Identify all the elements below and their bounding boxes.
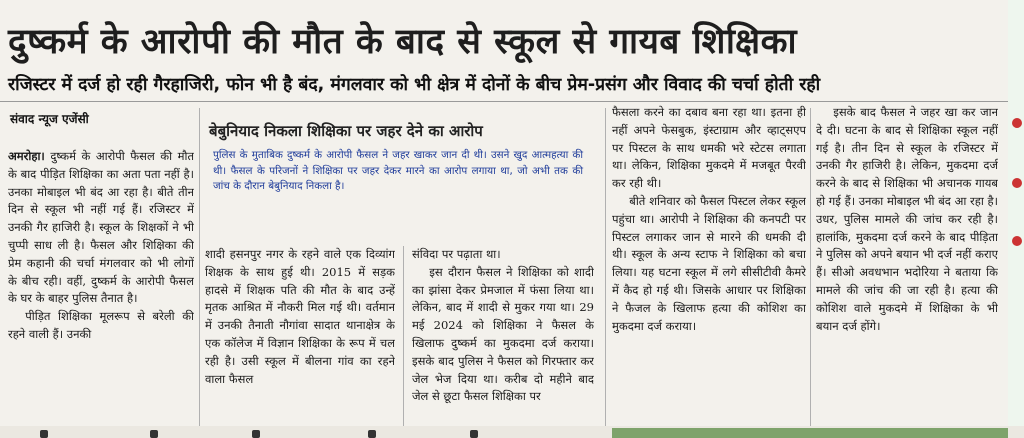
box-body: पुलिस के मुताबिक दुष्कर्म के आरोपी फैसल ने जहर खाकर जान दी थी। उसने खुद आत्महत्या की थी। फैसल के परिजनों ने शिक्षिका पर जहर देकर मारने का आरोप लगाया था, जो अभी तक की जांच के दौरान बेबुनियाद निकला है।: [213, 149, 583, 192]
dateline: अमरोहा।: [8, 149, 45, 163]
next-headline-fragment: [150, 430, 158, 438]
paragraph-text: दुष्कर्म के आरोपी फैसल की मौत के बाद पीड़ित शिक्षिका का अता पता नहीं है। उनका मोबाइल भी बंद आ रहा है। बीते तीन दिन से स्कूल भी नहीं गई हैं। रजिस्टर में उनकी गैर हाजिरी है। स्कूल के शिक्षकों ने भी चुप्पी साध ली है। फैसल और शिक्षिका की प्रेम कहानी की चर्चा मंगलवार को भी लोगों के बीच रही। वहीं, दुष्कर्म के आरोपी फैसल के घर के बाहर पुलिस तैनात है।: [8, 149, 194, 306]
subheadline: रजिस्टर में दर्ज हो रही गैरहाजिरी, फोन भी है बंद, मंगलवार को भी क्षेत्र में दोनों के बीच प्रेम-प्रसंग और विवाद की चर्चा होती रही: [8, 75, 821, 95]
paragraph: शादी हसनपुर नगर के रहने वाले एक दिव्यांग शिक्षक के साथ हुई थी। 2015 में सड़क हादसे में शिक्षक पति की मौत के बाद उन्हें मृतक आश्रित में नौकरी मिल गई थी। वर्तमान में उनकी तैनाती नौगांवा सादात थानाक्षेत्र के एक कॉलेज में विज्ञान शिक्षिका के रूप में चल रही है। उसी स्कूल में बीलना गांव का रहने वाला फैसल: [205, 247, 395, 386]
article-column-3: [412, 246, 594, 426]
byline: संवाद न्यूज एजेंसी: [10, 112, 89, 126]
article-column-5: [816, 104, 998, 426]
paragraph: बीते शनिवार को फैसल पिस्टल लेकर स्कूल पहुंचा था। आरोपी ने शिक्षिका की कनपटी पर पिस्टल लगाकर जान से मारने की धमकी दी थी। स्कूल के अन्य स्टाफ ने शिक्षिका को बचा लिया। यह घटना स्कूल में लगे सीसीटीवी कैमरे में कैद हो गई थी। जिसके आधार पर शिक्षिका ने फैजल के खिलाफ हत्या की कोशिश का मुकदमा दर्ज कराया।: [612, 193, 806, 333]
paragraph: [8, 148, 194, 308]
paragraph: पीड़ित शिक्षिका मूलरूप से बरेली की रहने वाली हैं। उनकी: [8, 309, 194, 341]
article-column-2: [205, 246, 395, 426]
box-title: बेबुनियाद निकला शिक्षिका पर जहर देने का आरोप: [209, 122, 483, 140]
column-divider: [403, 246, 404, 426]
paragraph: इसके बाद फैसल ने जहर खा कर जान दे दी। घटना के बाद से शिक्षिका स्कूल नहीं गई है। तीन दिन से स्कूल के रजिस्टर में उनकी गैर हाजिरी है। लेकिन, मुकदमा दर्ज करने के बाद से शिक्षिका भी अचानक गायब हो गई हैं। उनका मोबाइल भी बंद आ रहा है। उधर, पुलिस मामले की जांच कर रही है। हालांकि, मुकदमा दर्ज करने के बाद पीड़िता ने पुलिस को अपने बयान भी दर्ज नहीं कराए हैं। सीओ अवधभान भदोरिया ने बताया कि मामले की जांच की जा रही है। हत्या की कोशिश वाले मुकदमे में शिक्षिका के भी बयान दर्ज होंगे।: [816, 105, 998, 333]
headline-rule: [0, 101, 1008, 102]
column-divider: [605, 108, 606, 426]
next-headline-fragment: [368, 430, 376, 438]
adjacent-red-mark: [1012, 178, 1022, 188]
paragraph: फैसला करने का दबाव बना रहा था। इतना ही नहीं अपने फेसबुक, इंस्टाग्राम और व्हाट्सएप पर पिस्टल के साथ धमकी भरे स्टेटस लगाता था। लेकिन, शिक्षिका मुकदमे में मजबूत पैरवी कर रही थी।: [612, 105, 806, 191]
column-divider: [810, 108, 811, 426]
headline: दुष्कर्म के आरोपी की मौत के बाद से स्कूल से गायब शिक्षिका: [8, 22, 798, 62]
next-headline-fragment: [40, 430, 48, 438]
adjacent-red-mark: [1012, 118, 1022, 128]
highlight-box: [203, 120, 599, 240]
column-divider: [199, 108, 200, 426]
article-column-1: [8, 148, 194, 426]
adjacent-red-mark: [1012, 236, 1022, 246]
article-column-4: [612, 104, 806, 426]
next-headline-fragment: [252, 430, 260, 438]
paragraph: इस दौरान फैसल ने शिक्षिका को शादी का झांसा देकर प्रेमजाल में फंसा लिया था। लेकिन, बाद में शादी से मुकर गया था। 29 मई 2024 को शिक्षिका ने फैसल के खिलाफ दुष्कर्म का मुकदमा दर्ज कराया। इसके बाद पुलिस ने फैसल को गिरफ्तार कर जेल भेज दिया था। करीब दो महीने बाद जेल से छूटा फैसल शिक्षिका पर: [412, 264, 594, 404]
next-headline-fragment: [470, 430, 478, 438]
paragraph: संविदा पर पढ़ाता था।: [412, 247, 501, 261]
next-article-photo: [612, 428, 1008, 438]
adjacent-column-strip: [1008, 0, 1024, 438]
